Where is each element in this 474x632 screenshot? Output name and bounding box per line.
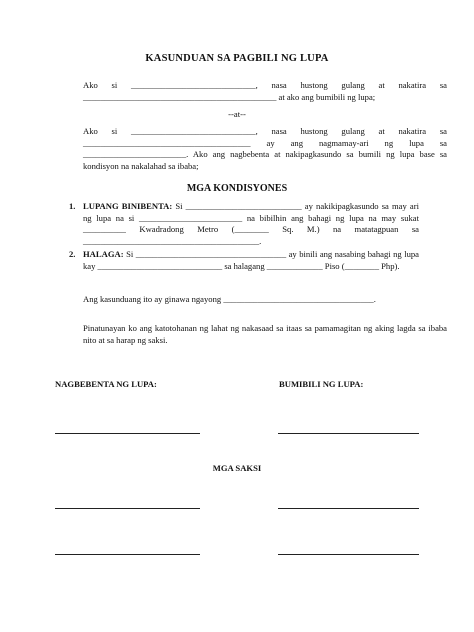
buyer-paragraph: Ako si _____________________________, nasa hustong gulang at nakatira sa _____________________________________________ at ako ang bumibili ng lupa; [83,80,447,102]
witnesses-label: MGA SAKSI [212,463,262,473]
agreement-date-paragraph: Ang kasunduang ito ay ginawa ngayong ___________________________________. [83,294,376,304]
condition-body [83,201,419,247]
witness-signature-line-2 [278,508,419,509]
condition-text: Si ___________________________ ay nakikipagkasundo sa may ari ng lupa na si ________________________ na bibilhin ang bahagi ng lupa na may sukat __________ Kwadradong Metro (________ Sq. M.) na matatagpuan sa _________________________________________. [83,201,419,246]
attestation-paragraph: Pinatunayan ko ang katotohanan ng lahat ng nakasaad sa itaas sa pamamagitan ng aking lagda sa ibaba nito at sa harap ng saksi. [83,323,447,345]
seller-signature-line [55,433,200,434]
buyer-signature-label: BUMIBILI NG LUPA: [279,379,364,389]
condition-item-1 [55,201,419,247]
condition-item-2 [55,249,419,272]
witness-signature-line-1 [55,508,200,509]
condition-heading: HALAGA: [83,249,124,259]
condition-heading: LUPANG BINIBENTA: [83,201,173,211]
seller-paragraph: Ako si _____________________________, nasa hustong gulang at nakatira sa _______________________________________ ay ang nagmamay-ari ng lupa sa ________________________. Ako ang nagbebenta at nakipagkasundo sa bumili ng lupa base sa kondisyon na nakalahad sa ibaba; [83,126,447,171]
condition-body [83,249,419,272]
separator: --at-- [228,109,246,119]
document-title: KASUNDUAN SA PAGBILI NG LUPA [145,53,329,64]
condition-number: 2. [69,249,76,259]
buyer-signature-line [278,433,419,434]
witness-signature-line-3 [55,554,200,555]
seller-signature-label: NAGBEBENTA NG LUPA: [55,379,157,389]
condition-text: Si ___________________________________ ay binili ang nasabing bahagi ng lupa kay _____________________________ sa halagang _____________ Piso (________ Php). [83,249,419,271]
witness-signature-line-4 [278,554,419,555]
conditions-title: MGA KONDISYONES [186,183,288,194]
condition-number: 1. [69,201,76,211]
